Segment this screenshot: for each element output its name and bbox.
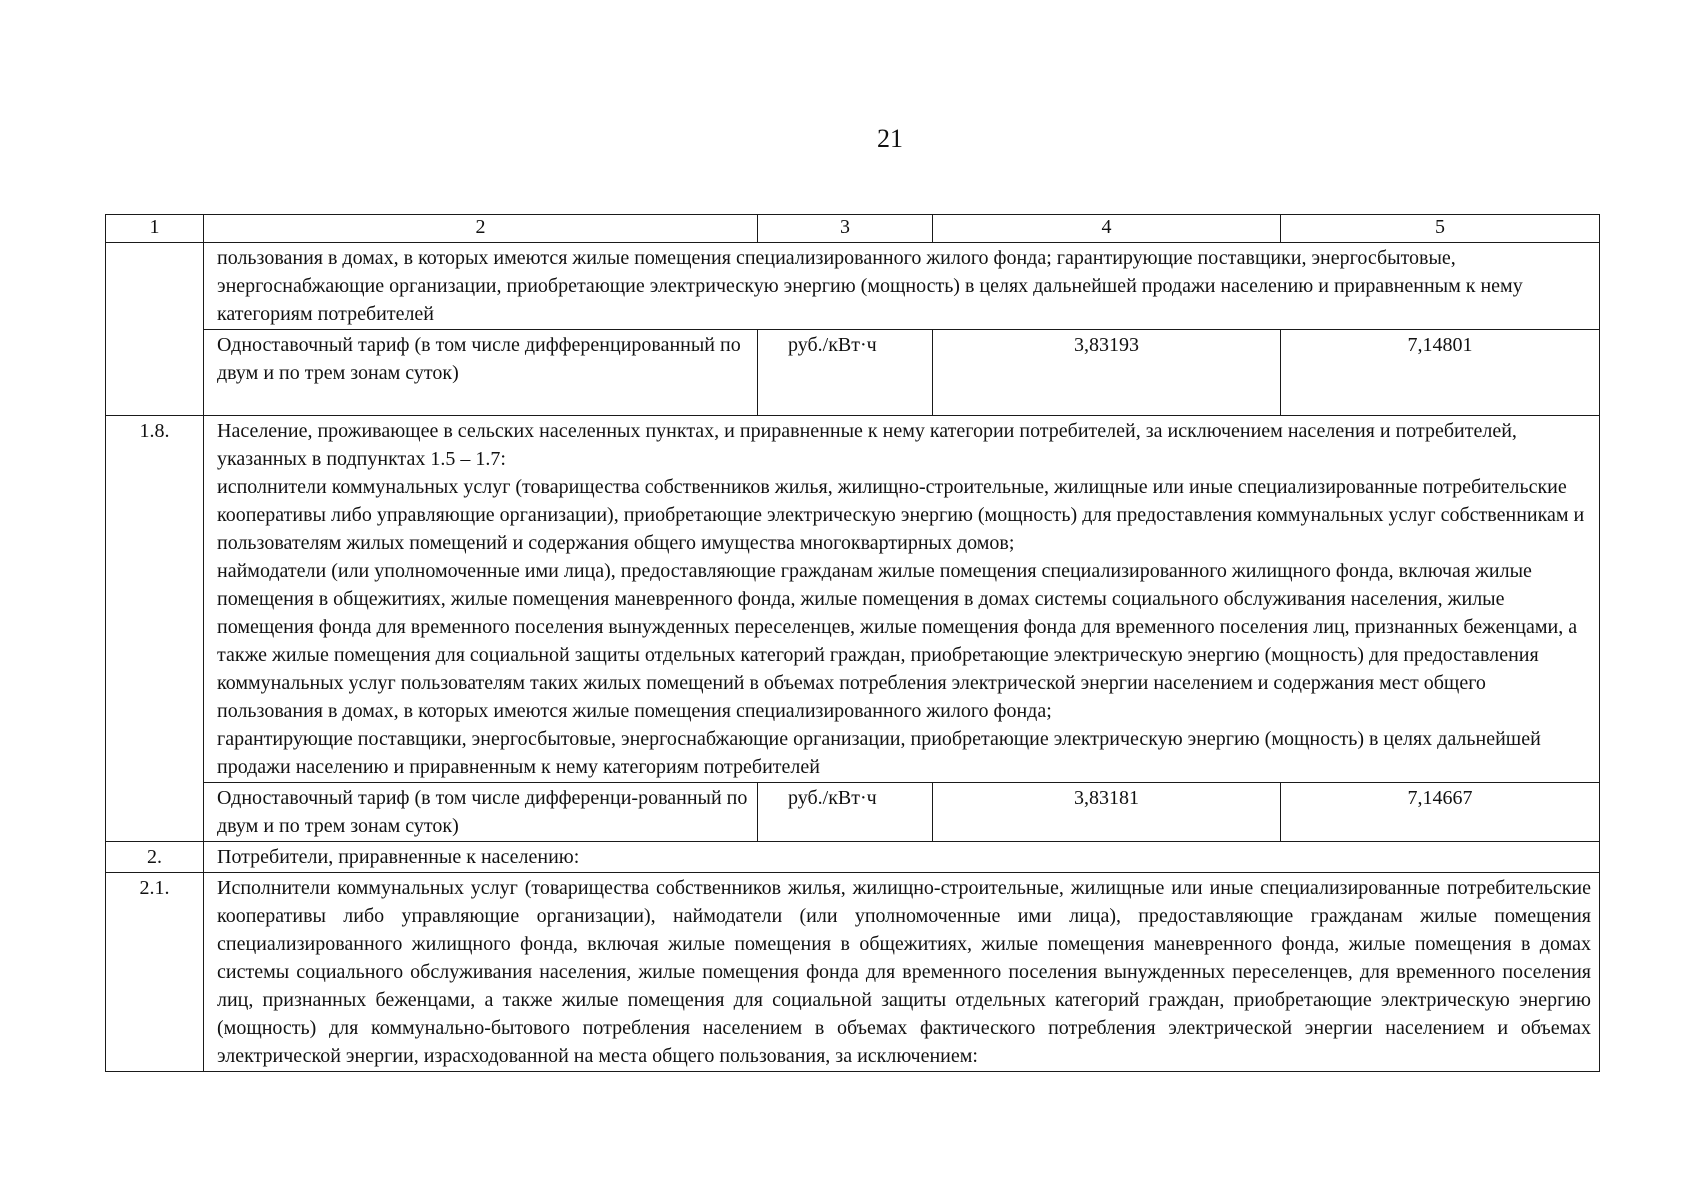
tariff-value-col4: 3,83181 — [933, 783, 1281, 842]
description-paragraph: исполнители коммунальных услуг (товарищества собственников жилья, жилищно-строительные, жилищные или иные специализированные потребительские кооперативы либо управляющие организации), приобретающие электрическую энергию (мощность) для предоставления коммунальных услуг собственникам и пользователям жилых помещений и содержания общего имущества многоквартирных домов; — [217, 476, 1590, 554]
column-header-1: 1 — [106, 215, 204, 243]
column-header-5: 5 — [1281, 215, 1600, 243]
row-number-cell: 2. — [106, 842, 204, 873]
category-description — [204, 416, 1600, 783]
table-header-row — [106, 215, 1600, 243]
row-number-cell: 1.8. — [106, 416, 204, 842]
row-number-cell — [106, 243, 204, 416]
table-row-2 — [106, 842, 1600, 873]
tariff-unit: руб./кВт·ч — [758, 330, 933, 416]
tariff-value-col5: 7,14801 — [1281, 330, 1600, 416]
category-description: пользования в домах, в которых имеются жилые помещения специализированного жилого фонда; гарантирующие поставщики, энергосбытовые, энергоснабжающие организации, приобретающие электрическую энергию (мощность) в целях дальнейшей продажи населению и приравненным к нему категориям потребителей — [204, 243, 1600, 330]
tariff-table — [105, 214, 1600, 1072]
table-row-tariff — [106, 330, 1600, 416]
column-header-4: 4 — [933, 215, 1281, 243]
category-description: Потребители, приравненные к населению: — [204, 842, 1600, 873]
table-row-1-8 — [106, 416, 1600, 783]
description-paragraph: Население, проживающее в сельских населенных пунктах, и приравненные к нему категории потребителей, за исключением населения и потребителей, указанных в подпунктах 1.5 – 1.7: — [217, 420, 1522, 470]
table-row-continuation — [106, 243, 1600, 330]
table-row-tariff — [106, 783, 1600, 842]
tariff-name: Одноставочный тариф (в том числе дифференци-рованный по двум и по трем зонам суток) — [204, 783, 758, 842]
tariff-value-col4: 3,83193 — [933, 330, 1281, 416]
tariff-value-col5: 7,14667 — [1281, 783, 1600, 842]
row-number-cell: 2.1. — [106, 873, 204, 1072]
page-number: 21 — [877, 124, 903, 153]
tariff-name: Одноставочный тариф (в том числе дифференцированный по двум и по трем зонам суток) — [204, 330, 758, 416]
description-paragraph: наймодатели (или уполномоченные ими лица), предоставляющие гражданам жилые помещения специализированного жилищного фонда, включая жилые помещения в общежитиях, жилые помещения маневренного фонда, жилые помещения в домах системы социального обслуживания населения, жилые помещения фонда для временного поселения вынужденных переселенцев, жилые помещения фонда для временного поселения лиц, признанных беженцами, а также жилые помещения для социальной защиты отдельных категорий граждан, приобретающие электрическую энергию (мощность) для предоставления коммунальных услуг пользователям таких жилых помещений в объемах потребления электрической энергии населением и содержания мест общего пользования в домах, в которых имеются жилые помещения специализированного жилого фонда; — [217, 560, 1583, 722]
column-header-3: 3 — [758, 215, 933, 243]
column-header-2: 2 — [204, 215, 758, 243]
description-paragraph: гарантирующие поставщики, энергосбытовые, энергоснабжающие организации, приобретающие электрическую энергию (мощность) в целях дальнейшей продажи населению и приравненным к нему категориям потребителей — [217, 728, 1546, 778]
tariff-unit: руб./кВт·ч — [758, 783, 933, 842]
table-row-2-1 — [106, 873, 1600, 1072]
category-description: Исполнители коммунальных услуг (товарищества собственников жилья, жилищно-строительные, жилищные или иные специализированные потребительские кооперативы либо управляющие организации), наймодатели (или уполномоченные ими лица), предоставляющие гражданам жилые помещения специализированного жилищного фонда, включая жилые помещения в общежитиях, жилые помещения маневренного фонда, жилые помещения в домах системы социального обслуживания населения, жилые помещения фонда для временного поселения вынужденных переселенцев, для временного поселения лиц, признанных беженцами, а также жилые помещения для социальной защиты отдельных категорий граждан, приобретающие электрическую энергию (мощность) для коммунально-бытового потребления населением в объемах фактического потребления электрической энергии населением и объемах электрической энергии, израсходованной на места общего пользования, за исключением: — [204, 873, 1600, 1072]
